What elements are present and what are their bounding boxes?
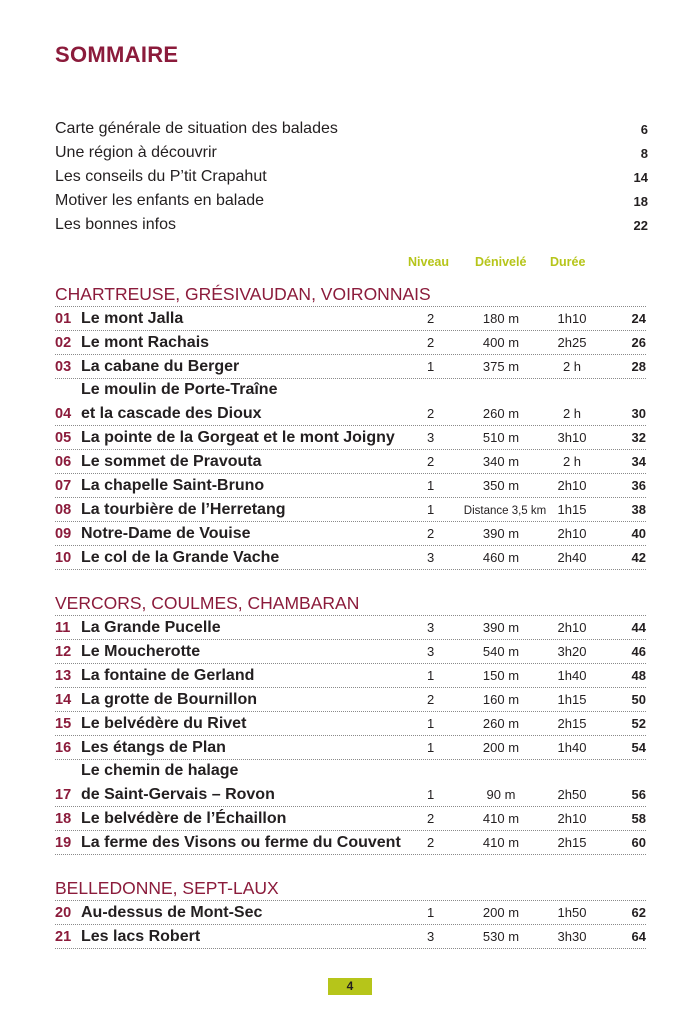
walk-level: 1 [427,668,435,683]
walk-page: 54 [631,740,646,755]
walk-page: 50 [631,692,646,707]
walk-name: Le belvédère du Rivet [81,715,247,732]
walk-level: 1 [427,359,435,374]
walk-level: 2 [427,335,435,350]
walk-entry [55,831,646,855]
walk-level: 2 [427,311,435,326]
walk-duration: 2h25 [557,335,587,350]
walk-duration: 2h10 [557,811,587,826]
walk-number: 04 [55,406,72,422]
section-vercors [55,591,646,855]
intro-item [55,117,648,141]
walk-name: Au-dessus de Mont-Sec [81,904,263,921]
walk-elevation: 460 m [482,550,520,565]
walk-elevation: 200 m [482,905,520,920]
section-rows [55,616,646,855]
walk-page: 36 [631,478,646,493]
walk-duration: 2h50 [557,787,587,802]
page-title: SOMMAIRE [55,42,179,67]
walk-elevation: 260 m [482,406,520,421]
walk-duration: 2h40 [557,550,587,565]
column-header-niveau: Niveau [408,255,449,269]
walk-entry [55,712,646,736]
walk-name: Le belvédère de l’Échaillon [81,810,287,827]
walk-elevation: 350 m [482,478,520,493]
walk-page: 24 [631,311,646,326]
walk-name: La chapelle Saint-Bruno [81,477,265,494]
walk-page: 40 [631,526,646,541]
walk-entry [55,664,646,688]
walk-elevation: 400 m [482,335,520,350]
walk-name: La fontaine de Gerland [81,667,255,684]
walk-entry [55,379,646,426]
intro-item-page: 22 [633,217,648,233]
walk-duration: 1h15 [557,692,587,707]
walk-duration: 1h50 [557,905,587,920]
walk-entry [55,760,646,807]
walk-name-continued: et la cascade des Dioux [81,405,262,422]
walk-page: 60 [631,835,646,850]
walk-entry [55,522,646,546]
walk-level: 2 [427,811,435,826]
walk-name: La ferme des Visons ou ferme du Couvent [81,834,401,851]
walk-number: 11 [55,620,71,636]
walk-page: 30 [631,406,646,421]
walk-elevation: 410 m [482,835,520,850]
walk-duration: 1h10 [557,311,587,326]
walk-duration: 2h15 [557,835,587,850]
walk-name: La tourbière de l’Herretang [81,501,286,518]
walk-duration: 2 h [562,454,582,469]
intro-list [55,117,648,237]
walk-name: Le chemin de halage [81,762,239,779]
section-title: VERCORS, COULMES, CHAMBARAN [55,591,646,616]
walk-name: Le sommet de Pravouta [81,453,262,470]
walk-elevation: 90 m [486,787,516,802]
walk-duration: 2 h [562,406,582,421]
walk-page: 38 [631,502,646,517]
walk-elevation: 540 m [482,644,520,659]
walk-elevation: 340 m [482,454,520,469]
walk-entry [55,616,646,640]
walk-name: Notre-Dame de Vouise [81,525,251,542]
walk-page: 44 [631,620,646,635]
intro-item-label: Les conseils du P’tit Crapahut [55,168,267,185]
walk-number: 07 [55,478,72,494]
walk-page: 28 [631,359,646,374]
section-title: BELLEDONNE, SEPT-LAUX [55,876,646,901]
intro-item-label: Carte générale de situation des balades [55,120,338,137]
walk-page: 52 [631,716,646,731]
walk-level: 3 [427,929,435,944]
intro-item-page: 6 [640,121,648,137]
walk-level: 2 [427,454,435,469]
walk-page: 48 [631,668,646,683]
walk-number: 05 [55,430,72,446]
walk-page: 34 [631,454,646,469]
walk-entry [55,546,646,570]
walk-level: 2 [427,526,435,541]
walk-level: 1 [427,716,435,731]
walk-page: 62 [631,905,646,920]
walk-entry [55,474,646,498]
walk-elevation: 510 m [482,430,520,445]
walk-name: Les étangs de Plan [81,739,226,756]
walk-entry [55,688,646,712]
walk-duration: 2h10 [557,620,587,635]
walk-elevation: 260 m [482,716,520,731]
walk-entry [55,736,646,760]
walk-name: Le col de la Grande Vache [81,549,280,566]
intro-item-label: Les bonnes infos [55,216,176,233]
walk-level: 1 [427,740,435,755]
walk-duration: 2 h [562,359,582,374]
walk-number: 17 [55,787,72,803]
walk-duration: 2h15 [557,716,587,731]
walk-level: 2 [427,692,435,707]
walk-level: 3 [427,620,435,635]
walk-entry [55,355,646,379]
intro-item-page: 8 [640,145,648,161]
walk-level: 1 [427,478,435,493]
walk-elevation: 530 m [482,929,520,944]
walk-number: 18 [55,811,72,827]
walk-name: Les lacs Robert [81,928,201,945]
walk-duration: 3h30 [557,929,587,944]
walk-number: 14 [55,692,72,708]
walk-page: 46 [631,644,646,659]
walk-entry [55,331,646,355]
walk-entry [55,925,646,949]
intro-item-label: Une région à découvrir [55,144,217,161]
section-belledonne [55,876,646,949]
walk-number: 06 [55,454,72,470]
intro-item-label: Motiver les enfants en balade [55,192,265,209]
column-header-denivele: Dénivelé [475,255,527,269]
walk-number: 19 [55,835,72,851]
walk-number: 01 [55,311,72,327]
walk-name: Le mont Jalla [81,310,184,327]
walk-duration: 1h40 [557,740,587,755]
walk-entry [55,426,646,450]
walk-duration: 1h15 [557,502,587,517]
walk-level: 2 [427,835,435,850]
walk-entry [55,640,646,664]
walk-elevation: 375 m [482,359,520,374]
section-rows [55,307,646,570]
walk-page: 56 [631,787,646,802]
intro-item-page: 14 [633,169,648,185]
walk-elevation: 150 m [482,668,520,683]
walk-duration: 2h10 [557,478,587,493]
page-number-badge: 4 [328,978,372,995]
walk-name: La cabane du Berger [81,358,240,375]
walk-number: 21 [55,929,72,945]
column-header-duree: Durée [550,255,586,269]
intro-item [55,165,648,189]
intro-item [55,141,648,165]
walk-page: 58 [631,811,646,826]
walk-number: 10 [55,550,72,566]
walk-elevation: 200 m [482,740,520,755]
walk-elevation: 390 m [482,620,520,635]
walk-elevation: 180 m [482,311,520,326]
walk-duration: 1h40 [557,668,587,683]
walk-level: 3 [427,550,435,565]
walk-number: 02 [55,335,72,351]
walk-number: 20 [55,905,72,921]
walk-level: 1 [427,905,435,920]
walk-level: 3 [427,644,435,659]
walk-number: 09 [55,526,72,542]
walk-number: 13 [55,668,72,684]
walk-entry [55,307,646,331]
walk-duration: 2h10 [557,526,587,541]
walk-page: 64 [631,929,646,944]
walk-level: 1 [427,502,435,517]
walk-entry [55,450,646,474]
walk-level: 3 [427,430,435,445]
walk-entry [55,807,646,831]
walk-entry [55,901,646,925]
section-rows [55,901,646,949]
walk-level: 1 [427,787,435,802]
walk-page: 32 [631,430,646,445]
walk-level: 2 [427,406,435,421]
section-title: CHARTREUSE, GRÉSIVAUDAN, VOIRONNAIS [55,282,646,307]
intro-item [55,189,648,213]
intro-item [55,213,648,237]
walk-duration: 3h10 [557,430,587,445]
walk-name-continued: de Saint-Gervais – Rovon [81,786,275,803]
walk-name: Le Moucherotte [81,643,201,660]
walk-elevation: Distance 3,5 km [463,505,547,517]
walk-page: 26 [631,335,646,350]
intro-item-page: 18 [633,193,648,209]
walk-number: 16 [55,740,72,756]
walk-elevation: 410 m [482,811,520,826]
section-chartreuse [55,282,646,570]
walk-page: 42 [631,550,646,565]
walk-name: La pointe de la Gorgeat et le mont Joigny [81,429,395,446]
walk-name: La Grande Pucelle [81,619,221,636]
walk-number: 08 [55,502,72,518]
walk-name: Le mont Rachais [81,334,210,351]
walk-entry [55,498,646,522]
walk-number: 15 [55,716,72,732]
walk-duration: 3h20 [557,644,587,659]
walk-number: 03 [55,359,72,375]
walk-number: 12 [55,644,72,660]
walk-name: La grotte de Bournillon [81,691,257,708]
walk-elevation: 160 m [482,692,520,707]
walk-elevation: 390 m [482,526,520,541]
walk-name: Le moulin de Porte-Traîne [81,381,278,398]
